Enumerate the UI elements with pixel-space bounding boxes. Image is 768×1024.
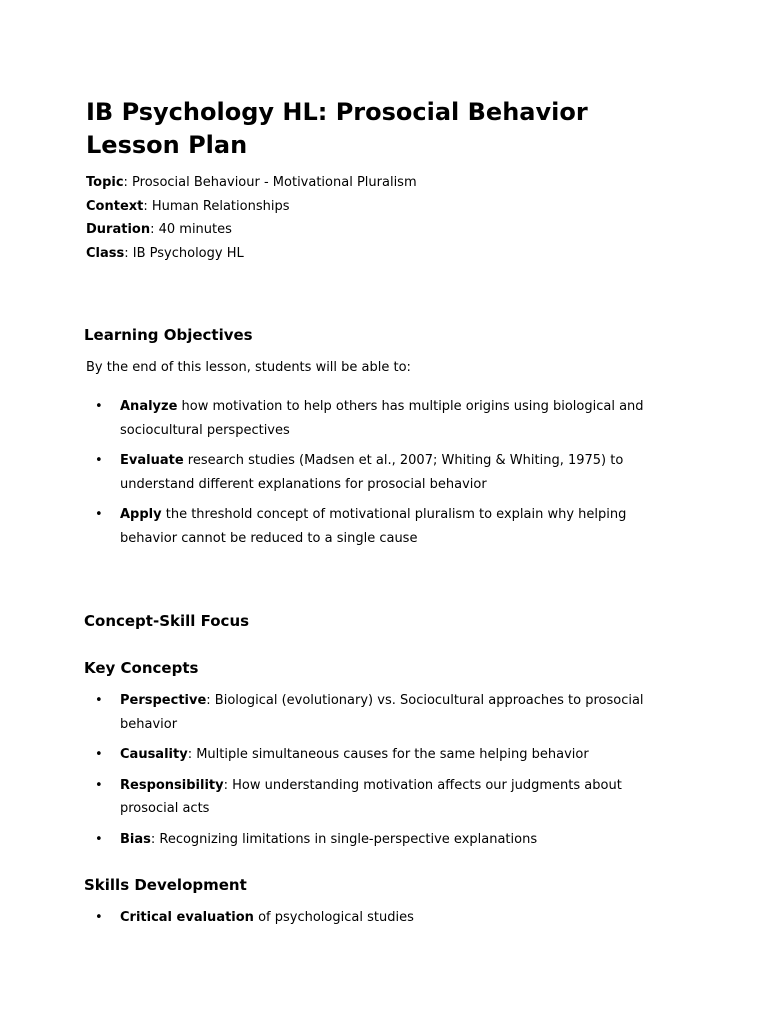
learning-objectives-heading: Learning Objectives bbox=[84, 326, 253, 344]
key-concepts-heading: Key Concepts bbox=[84, 659, 199, 677]
bullet-icon: • bbox=[95, 747, 103, 762]
meta-context bbox=[86, 195, 417, 219]
item-text: research studies (Madsen et al., 2007; Whiting & Whiting, 1975) to understand different explanations for prosocial behavior bbox=[120, 453, 624, 492]
item-text: how motivation to help others has multiple origins using biological and sociocultural perspectives bbox=[120, 399, 644, 438]
list-item bbox=[0, 743, 700, 767]
meta-class bbox=[86, 242, 417, 266]
meta-value: : Prosocial Behaviour - Motivational Pluralism bbox=[123, 175, 417, 190]
meta-duration bbox=[86, 218, 417, 242]
item-text: of psychological studies bbox=[253, 910, 414, 925]
item-keyword: Evaluate bbox=[120, 453, 184, 468]
list-item bbox=[0, 449, 700, 496]
learning-objectives-intro: By the end of this lesson, students will be able to: bbox=[86, 360, 411, 375]
list-item bbox=[0, 774, 700, 821]
meta-value: : IB Psychology HL bbox=[124, 246, 244, 262]
page-title: IB Psychology HL: Prosocial Behavior Lesson Plan bbox=[86, 98, 588, 159]
lesson-meta bbox=[86, 171, 417, 266]
list-item bbox=[0, 395, 700, 442]
meta-label: Duration bbox=[86, 222, 151, 238]
item-text: : Recognizing limitations in single-perspective explanations bbox=[150, 831, 538, 847]
meta-label: Class bbox=[86, 246, 125, 262]
list-item bbox=[0, 828, 700, 852]
bullet-icon: • bbox=[95, 453, 103, 468]
meta-topic bbox=[86, 171, 417, 195]
item-keyword: Analyze bbox=[120, 399, 178, 414]
key-concepts-list bbox=[0, 689, 700, 851]
meta-value: : Human Relationships bbox=[143, 198, 290, 214]
item-keyword: Responsibility bbox=[120, 777, 224, 793]
item-keyword: Perspective bbox=[120, 693, 207, 708]
bullet-icon: • bbox=[95, 507, 103, 522]
item-text: : How understanding motivation affects our judgments about prosocial acts bbox=[120, 777, 622, 816]
meta-value: : 40 minutes bbox=[150, 222, 232, 238]
item-keyword: Bias bbox=[120, 831, 151, 847]
skills-development-list bbox=[0, 906, 700, 930]
bullet-icon: • bbox=[95, 910, 103, 925]
concept-skill-focus-heading: Concept-Skill Focus bbox=[84, 612, 250, 630]
meta-label: Topic bbox=[86, 175, 124, 190]
bullet-icon: • bbox=[95, 777, 103, 793]
learning-objectives-list bbox=[0, 395, 700, 550]
item-text: : Multiple simultaneous causes for the same helping behavior bbox=[187, 747, 589, 762]
list-item bbox=[0, 503, 700, 550]
bullet-icon: • bbox=[95, 693, 103, 708]
skills-development-heading: Skills Development bbox=[84, 876, 247, 894]
item-text: the threshold concept of motivational pluralism to explain why helping behavior cannot be reduced to a single cause bbox=[120, 507, 627, 546]
meta-label: Context bbox=[86, 198, 144, 214]
item-keyword: Critical evaluation bbox=[120, 910, 254, 925]
bullet-icon: • bbox=[95, 399, 103, 414]
item-keyword: Apply bbox=[120, 507, 162, 522]
bullet-icon: • bbox=[95, 831, 103, 847]
list-item bbox=[0, 906, 700, 930]
item-keyword: Causality bbox=[120, 747, 188, 762]
item-text: : Biological (evolutionary) vs. Sociocultural approaches to prosocial behavior bbox=[120, 693, 644, 732]
list-item bbox=[0, 689, 700, 736]
